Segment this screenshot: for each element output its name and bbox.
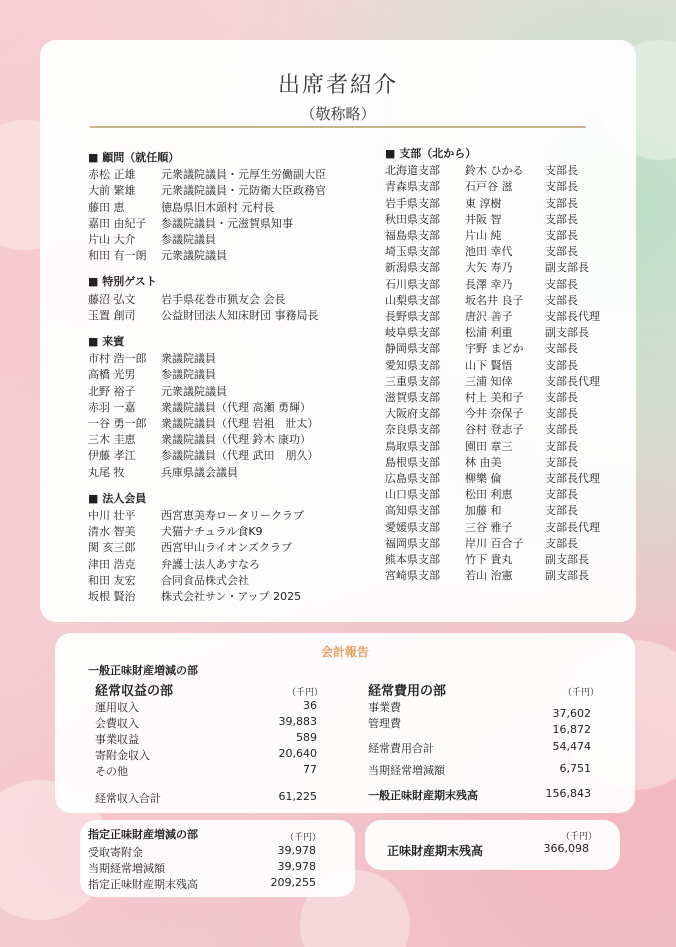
expense-total-label: 経常費用合計 xyxy=(368,742,434,755)
branch-title: 支部長 xyxy=(545,196,578,210)
person-name: 清水 智美 xyxy=(88,525,136,539)
branch-row xyxy=(385,536,625,552)
accounting-card xyxy=(55,633,635,813)
branch-person-name: 片山 純 xyxy=(465,229,502,243)
person-name: 市村 浩一郎 xyxy=(88,352,147,366)
branch-prefecture: 新潟県支部 xyxy=(385,261,440,275)
income-label: その他 xyxy=(95,765,128,778)
branch-person-name: 坂名井 良子 xyxy=(465,293,524,307)
person-row xyxy=(88,540,378,556)
branch-row xyxy=(385,520,625,536)
person-name: 三木 圭恵 xyxy=(88,433,136,447)
branch-prefecture: 熊本県支部 xyxy=(385,553,440,567)
branch-title: 支部長代理 xyxy=(545,310,600,324)
person-name: 大前 繁雄 xyxy=(88,184,136,198)
branch-prefecture: 福岡県支部 xyxy=(385,536,440,550)
expense-label: 事業費 xyxy=(368,701,401,714)
branch-row xyxy=(385,390,625,406)
expense-label: 管理費 xyxy=(368,717,401,730)
branch-title: 支部長 xyxy=(545,180,578,194)
income-label: 会費収入 xyxy=(95,717,139,730)
branch-row xyxy=(385,503,625,519)
person-row xyxy=(88,367,378,383)
person-role: 参議院議員 xyxy=(161,233,216,247)
branch-row xyxy=(385,358,625,374)
branch-row xyxy=(385,487,625,503)
designated-heading: 指定正味財産増減の部 xyxy=(88,828,198,841)
branch-prefecture: 広島県支部 xyxy=(385,472,440,486)
balance-label: 正味財産期末残高 xyxy=(387,844,484,858)
branch-title: 支部長 xyxy=(545,455,578,469)
person-role: 参議院議員（代理 武田 朋久） xyxy=(161,449,319,463)
person-row xyxy=(88,589,378,605)
branch-title: 支部長 xyxy=(545,229,578,243)
branch-person-name: 竹下 貴丸 xyxy=(465,553,513,567)
branch-prefecture: 鳥取県支部 xyxy=(385,439,440,453)
branch-title: 支部長 xyxy=(545,245,578,259)
person-row xyxy=(88,400,378,416)
branch-row xyxy=(385,325,625,341)
branch-prefecture: 愛媛県支部 xyxy=(385,520,440,534)
branch-row xyxy=(385,422,625,438)
branch-row xyxy=(385,309,625,325)
person-name: 赤松 正雄 xyxy=(88,168,136,182)
branch-prefecture: 岩手県支部 xyxy=(385,196,440,210)
branch-person-name: 加藤 和 xyxy=(465,504,502,518)
designated-value: 209,255 xyxy=(270,876,316,889)
honored-heading: ■ 来賓 xyxy=(88,335,125,349)
branch-row xyxy=(385,277,625,293)
branch-title: 支部長代理 xyxy=(545,472,600,486)
branch-prefecture: 長野県支部 xyxy=(385,310,440,324)
guests-list xyxy=(88,292,378,324)
person-row xyxy=(88,216,378,232)
expense-unit: （千円） xyxy=(563,688,600,698)
branch-person-name: 村上 美和子 xyxy=(465,391,524,405)
person-role: 衆議院議員 xyxy=(161,352,216,366)
branch-title: 支部長 xyxy=(545,423,578,437)
branch-person-name: 園田 章三 xyxy=(465,439,513,453)
person-name: 玉置 創司 xyxy=(88,308,136,322)
person-name: 和田 有一朗 xyxy=(88,249,147,263)
person-row xyxy=(88,465,378,481)
branch-title: 支部長 xyxy=(545,293,578,307)
branch-person-name: 鈴木 ひかる xyxy=(465,164,524,178)
person-name: 津田 浩克 xyxy=(88,557,136,571)
branch-title: 支部長 xyxy=(545,488,578,502)
attendees-card xyxy=(40,40,636,622)
income-unit: （千円） xyxy=(287,688,324,698)
page-subtitle: （敬称略） xyxy=(300,105,376,123)
person-role: 徳島県旧木頭村 元村長 xyxy=(161,200,275,214)
branch-person-name: 東 淳樹 xyxy=(465,196,502,210)
branch-row xyxy=(385,293,625,309)
person-name: 高橋 光男 xyxy=(88,368,136,382)
person-row xyxy=(88,416,378,432)
designated-label: 指定正味財産期末残高 xyxy=(88,878,198,891)
branch-title: 支部長 xyxy=(545,391,578,405)
designated-label: 当期経常増減額 xyxy=(88,862,165,875)
person-role: 衆議院議員（代理 岩祖 壯太） xyxy=(161,417,319,431)
balance-unit: （千円） xyxy=(561,832,598,842)
person-role: 西宮恵美寿ロータリークラブ xyxy=(161,509,304,523)
net-change-value: 6,751 xyxy=(559,762,591,775)
branch-person-name: 宇野 まどか xyxy=(465,342,524,356)
branch-prefecture: 青森県支部 xyxy=(385,180,440,194)
expense-value: 16,872 xyxy=(552,723,591,736)
income-heading: 経常収益の部 xyxy=(95,684,174,699)
person-name: 伊藤 孝江 xyxy=(88,449,136,463)
branch-prefecture: 愛知県支部 xyxy=(385,358,440,372)
branch-prefecture: 山口県支部 xyxy=(385,488,440,502)
person-role: 岩手県花巻市猟友会 会長 xyxy=(161,292,286,306)
person-row xyxy=(88,432,378,448)
income-label: 事業収益 xyxy=(95,733,139,746)
branch-prefecture: 福島県支部 xyxy=(385,229,440,243)
general-end-label: 一般正味財産期末残高 xyxy=(368,789,478,802)
branch-row xyxy=(385,341,625,357)
branch-prefecture: 奈良県支部 xyxy=(385,423,440,437)
person-name: 北野 裕子 xyxy=(88,384,136,398)
honored-list xyxy=(88,351,378,481)
income-value: 589 xyxy=(296,731,317,744)
income-value: 20,640 xyxy=(278,747,317,760)
person-role: 合同食品株式会社 xyxy=(161,573,249,587)
person-name: 和田 友宏 xyxy=(88,573,136,587)
person-row xyxy=(88,232,378,248)
net-change-label: 当期経常増減額 xyxy=(368,764,445,777)
branch-prefecture: 大阪府支部 xyxy=(385,407,440,421)
branch-title: 副支部長 xyxy=(545,569,589,583)
branch-prefecture: 三重県支部 xyxy=(385,374,440,388)
person-row xyxy=(88,200,378,216)
branch-person-name: 三谷 雅子 xyxy=(465,520,513,534)
person-role: 元衆議院議員 xyxy=(161,249,227,263)
person-name: 坂根 賢治 xyxy=(88,590,136,604)
corporate-heading: ■ 法人会員 xyxy=(88,491,147,505)
branch-prefecture: 北海道支部 xyxy=(385,164,440,178)
branches-list xyxy=(385,163,625,584)
income-label: 運用収入 xyxy=(95,701,139,714)
branch-prefecture: 秋田県支部 xyxy=(385,212,440,226)
designated-card xyxy=(80,820,355,897)
branch-row xyxy=(385,439,625,455)
branch-person-name: 岸川 百合子 xyxy=(465,536,524,550)
person-role: 参議院議員 xyxy=(161,368,216,382)
branch-row xyxy=(385,471,625,487)
person-row xyxy=(88,448,378,464)
branch-person-name: 若山 治憲 xyxy=(465,569,513,583)
branch-person-name: 谷村 登志子 xyxy=(465,423,524,437)
branch-title: 副支部長 xyxy=(545,553,589,567)
advisors-heading: ■ 顧問（就任順） xyxy=(88,151,180,164)
branch-person-name: 松田 利恵 xyxy=(465,488,513,502)
page-title: 出席者紹介 xyxy=(277,73,398,98)
branch-title: 副支部長 xyxy=(545,261,589,275)
income-total-label: 経常収入合計 xyxy=(95,792,161,805)
designated-value: 39,978 xyxy=(277,844,316,857)
net-assets-balance-card xyxy=(365,820,620,870)
branch-row xyxy=(385,163,625,179)
person-row xyxy=(88,573,378,589)
person-role: 元衆議院議員・元防衛大臣政務官 xyxy=(161,184,326,198)
person-row xyxy=(88,508,378,524)
branch-person-name: 大矢 寿乃 xyxy=(465,261,513,275)
branch-person-name: 井阪 智 xyxy=(465,212,502,226)
branch-prefecture: 滋賀県支部 xyxy=(385,391,440,405)
branch-row xyxy=(385,455,625,471)
designated-unit: （千円） xyxy=(285,833,322,843)
expense-value: 37,602 xyxy=(552,707,591,720)
person-role: 株式会社サン・アップ 2025 xyxy=(161,590,302,604)
branch-row xyxy=(385,228,625,244)
branch-person-name: 池田 幸代 xyxy=(465,245,513,259)
person-name: 一谷 勇一郎 xyxy=(88,417,147,431)
person-row xyxy=(88,384,378,400)
branch-row xyxy=(385,196,625,212)
person-row xyxy=(88,167,378,183)
branch-row xyxy=(385,406,625,422)
branch-row xyxy=(385,374,625,390)
branch-prefecture: 埼玉県支部 xyxy=(385,245,440,259)
person-name: 関 亥三郎 xyxy=(88,541,136,555)
branch-title: 支部長代理 xyxy=(545,520,600,534)
branch-prefecture: 島根県支部 xyxy=(385,455,440,469)
person-name: 中川 壮平 xyxy=(88,509,136,523)
branch-person-name: 林 由美 xyxy=(465,455,502,469)
person-role: 弁護士法人あすなろ xyxy=(161,557,260,571)
branch-title: 支部長 xyxy=(545,439,578,453)
person-row xyxy=(88,308,378,324)
branch-person-name: 唐沢 善子 xyxy=(465,310,513,324)
person-row xyxy=(88,557,378,573)
branches-heading: ■ 支部（北から） xyxy=(385,147,477,160)
accounting-heading: 会計報告 xyxy=(320,645,369,659)
title-divider xyxy=(90,126,586,128)
corporate-list xyxy=(88,508,378,605)
balance-value: 366,098 xyxy=(543,842,589,855)
branch-row xyxy=(385,552,625,568)
person-row xyxy=(88,351,378,367)
income-value: 36 xyxy=(303,699,317,712)
branch-prefecture: 山梨県支部 xyxy=(385,293,440,307)
branch-row xyxy=(385,568,625,584)
branch-prefecture: 高知県支部 xyxy=(385,504,440,518)
person-role: 兵庫県議会議員 xyxy=(161,465,238,479)
guests-heading: ■ 特別ゲスト xyxy=(88,275,157,289)
branch-title: 支部長 xyxy=(545,164,578,178)
income-total-value: 61,225 xyxy=(278,790,317,803)
branch-person-name: 松浦 利重 xyxy=(465,326,513,340)
branch-prefecture: 宮崎県支部 xyxy=(385,569,440,583)
branch-person-name: 石戸谷 滋 xyxy=(465,180,513,194)
branch-title: 支部長 xyxy=(545,536,578,550)
expense-total-value: 54,474 xyxy=(552,740,591,753)
person-row xyxy=(88,183,378,199)
person-role: 西宮甲山ライオンズクラブ xyxy=(161,541,293,555)
person-name: 藤沼 弘文 xyxy=(88,292,136,306)
income-label: 寄附金収入 xyxy=(95,749,150,762)
right-column xyxy=(385,146,625,584)
person-role: 参議院議員・元滋賀県知事 xyxy=(161,216,293,230)
designated-label: 受取寄附金 xyxy=(88,846,143,859)
branch-row xyxy=(385,179,625,195)
branch-row xyxy=(385,260,625,276)
branch-person-name: 山下 賢悟 xyxy=(465,358,513,372)
branch-prefecture: 岐阜県支部 xyxy=(385,326,440,340)
branch-prefecture: 石川県支部 xyxy=(385,277,440,291)
branch-person-name: 長澤 幸乃 xyxy=(465,277,513,291)
person-row xyxy=(88,292,378,308)
person-role: 元衆議院議員 xyxy=(161,384,227,398)
branch-title: 支部長 xyxy=(545,504,578,518)
branch-title: 支部長 xyxy=(545,212,578,226)
branch-title: 支部長 xyxy=(545,407,578,421)
person-name: 片山 大介 xyxy=(88,233,136,247)
expense-heading: 経常費用の部 xyxy=(368,684,447,699)
branch-title: 支部長代理 xyxy=(545,374,600,388)
left-column xyxy=(88,150,378,605)
person-name: 藤田 恵 xyxy=(88,200,125,214)
branch-row xyxy=(385,212,625,228)
income-value: 39,883 xyxy=(278,715,317,728)
income-value: 77 xyxy=(303,763,317,776)
person-role: 犬猫ナチュラル食K9 xyxy=(161,525,263,539)
person-name: 赤羽 一嘉 xyxy=(88,400,136,414)
general-end-value: 156,843 xyxy=(545,787,591,800)
branch-person-name: 柳樂 倫 xyxy=(465,472,502,486)
branch-row xyxy=(385,244,625,260)
branch-prefecture: 静岡県支部 xyxy=(385,342,440,356)
person-role: 公益財団法人知床財団 事務局長 xyxy=(161,308,319,322)
branch-title: 支部長 xyxy=(545,358,578,372)
person-role: 元衆議院議員・元厚生労働副大臣 xyxy=(161,168,326,182)
person-row xyxy=(88,524,378,540)
branch-person-name: 三浦 知倖 xyxy=(465,374,513,388)
person-name: 嘉田 由紀子 xyxy=(88,216,147,230)
person-name: 丸尾 牧 xyxy=(88,465,125,479)
general-section-heading: 一般正味財産増減の部 xyxy=(88,664,198,677)
branch-title: 支部長 xyxy=(545,277,578,291)
branch-title: 支部長 xyxy=(545,342,578,356)
designated-value: 39,978 xyxy=(277,860,316,873)
person-role: 衆議院議員（代理 高瀬 勇輝） xyxy=(161,400,311,414)
branch-title: 副支部長 xyxy=(545,326,589,340)
person-row xyxy=(88,248,378,264)
person-role: 衆議院議員（代理 鈴木 康功） xyxy=(161,433,311,447)
advisors-list xyxy=(88,167,378,264)
branch-person-name: 今井 奈保子 xyxy=(465,407,524,421)
